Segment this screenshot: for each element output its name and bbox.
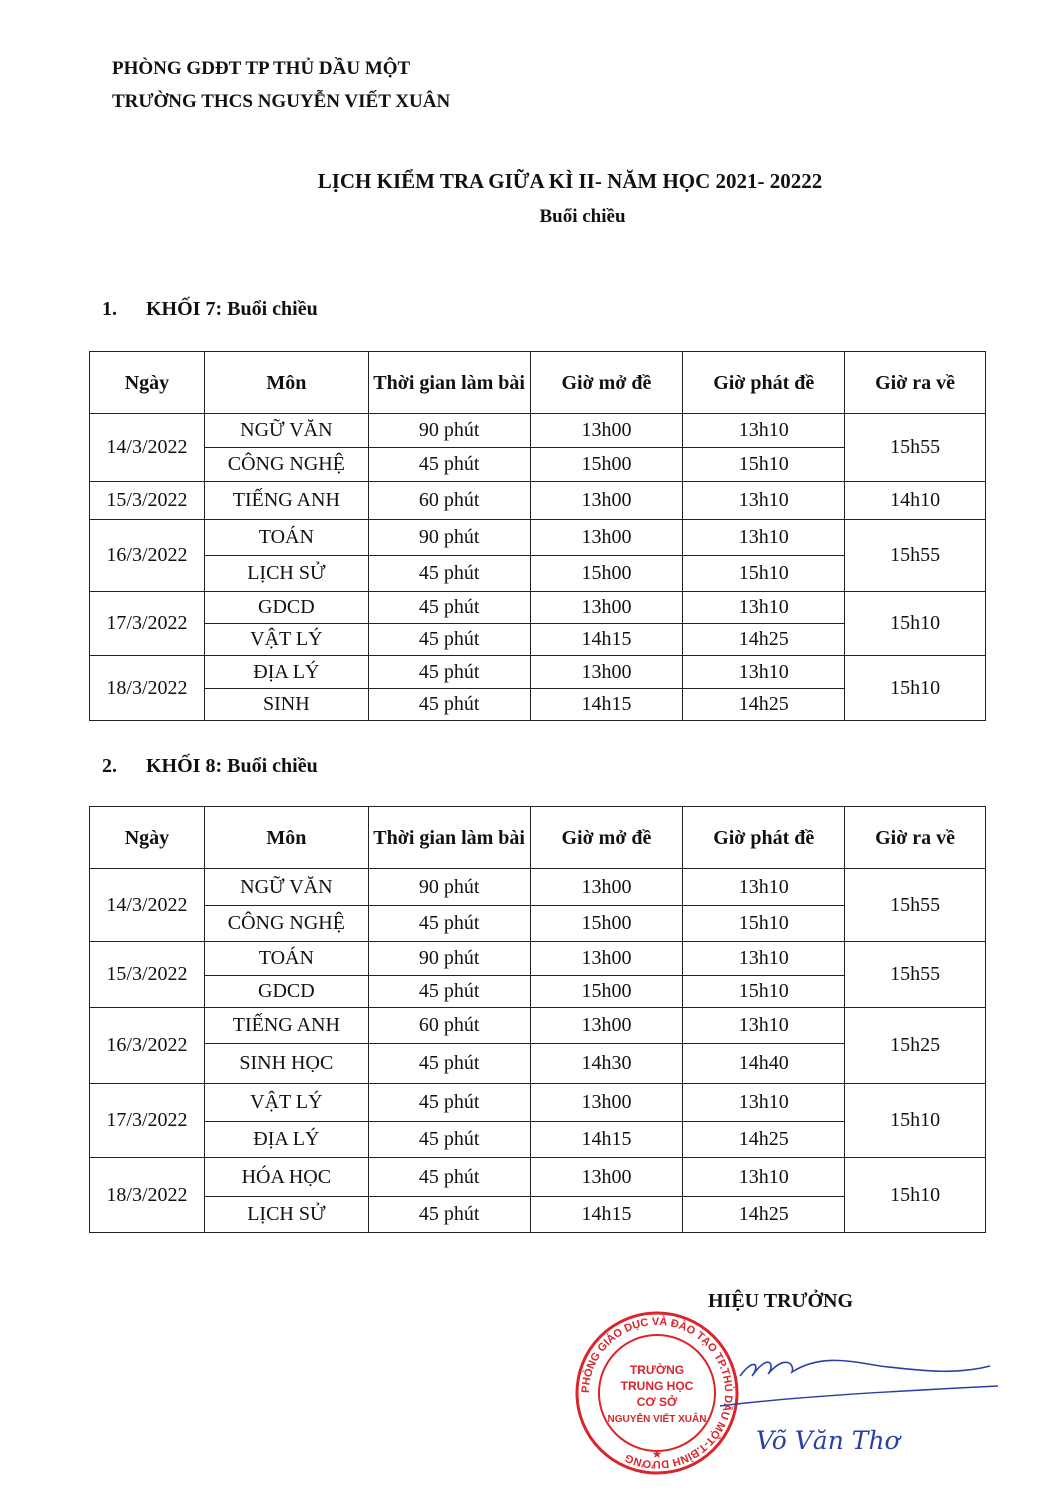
header-date: Ngày — [90, 352, 205, 414]
end-time-cell: 15h10 — [845, 1084, 986, 1158]
duration-cell: 45 phút — [368, 592, 530, 624]
stamp-line-3: CƠ SỞ — [636, 1395, 678, 1409]
open-time-cell: 15h00 — [530, 556, 683, 592]
duration-cell: 60 phút — [368, 482, 530, 520]
table-row — [90, 656, 986, 689]
open-time-cell: 14h15 — [530, 1197, 683, 1233]
distribute-time-cell: 13h10 — [683, 1084, 845, 1122]
date-cell: 17/3/2022 — [90, 1084, 205, 1158]
open-time-cell: 13h00 — [530, 656, 683, 689]
header-end-time: Giờ ra về — [845, 807, 986, 869]
open-time-cell: 13h00 — [530, 482, 683, 520]
open-time-cell: 13h00 — [530, 520, 683, 556]
open-time-cell: 14h15 — [530, 1122, 683, 1158]
distribute-time-cell: 14h25 — [683, 1122, 845, 1158]
date-cell: 14/3/2022 — [90, 869, 205, 942]
open-time-cell: 14h30 — [530, 1044, 683, 1084]
school-name: TRƯỜNG THCS NGUYỄN VIẾT XUÂN — [112, 91, 451, 112]
end-time-cell: 15h55 — [845, 414, 986, 482]
end-time-cell: 15h10 — [845, 1158, 986, 1233]
distribute-time-cell: 13h10 — [683, 869, 845, 906]
table-header-row — [90, 352, 986, 414]
section-title: KHỐI 7: Buổi chiều — [146, 298, 318, 320]
date-cell: 17/3/2022 — [90, 592, 205, 656]
subject-cell: ĐỊA LÝ — [204, 656, 368, 689]
duration-cell: 45 phút — [368, 1044, 530, 1084]
header-open-time: Giờ mở đề — [530, 807, 683, 869]
distribute-time-cell: 14h25 — [683, 624, 845, 656]
section-2-heading — [102, 755, 318, 778]
open-time-cell: 13h00 — [530, 1158, 683, 1197]
distribute-time-cell: 13h10 — [683, 942, 845, 976]
open-time-cell: 15h00 — [530, 448, 683, 482]
subject-cell: GDCD — [204, 592, 368, 624]
distribute-time-cell: 13h10 — [683, 1158, 845, 1197]
signer-name: Võ Văn Thơ — [756, 1426, 900, 1455]
end-time-cell: 15h55 — [845, 869, 986, 942]
schedule-table-grade-7 — [89, 351, 986, 721]
date-cell: 18/3/2022 — [90, 656, 205, 721]
signature-title: HIỆU TRƯỞNG — [708, 1290, 854, 1312]
subject-cell: TOÁN — [204, 942, 368, 976]
open-time-cell: 13h00 — [530, 1008, 683, 1044]
subject-cell: ĐỊA LÝ — [204, 1122, 368, 1158]
duration-cell: 45 phút — [368, 1122, 530, 1158]
open-time-cell: 15h00 — [530, 906, 683, 942]
distribute-time-cell: 13h10 — [683, 482, 845, 520]
distribute-time-cell: 13h10 — [683, 414, 845, 448]
distribute-time-cell: 15h10 — [683, 976, 845, 1008]
subject-cell: GDCD — [204, 976, 368, 1008]
end-time-cell: 15h10 — [845, 656, 986, 721]
open-time-cell: 13h00 — [530, 414, 683, 448]
duration-cell: 45 phút — [368, 976, 530, 1008]
date-cell: 18/3/2022 — [90, 1158, 205, 1233]
section-1-heading — [102, 298, 318, 321]
end-time-cell: 15h25 — [845, 1008, 986, 1084]
section-number: 1. — [102, 298, 117, 320]
subject-cell: NGỮ VĂN — [204, 414, 368, 448]
open-time-cell: 13h00 — [530, 1084, 683, 1122]
subject-cell: VẬT LÝ — [204, 624, 368, 656]
open-time-cell: 15h00 — [530, 976, 683, 1008]
duration-cell: 90 phút — [368, 414, 530, 448]
table-row — [90, 482, 986, 520]
duration-cell: 60 phút — [368, 1008, 530, 1044]
subject-cell: CÔNG NGHỆ — [204, 448, 368, 482]
table-row — [90, 1008, 986, 1044]
open-time-cell: 14h15 — [530, 624, 683, 656]
open-time-cell: 13h00 — [530, 592, 683, 624]
open-time-cell: 13h00 — [530, 942, 683, 976]
distribute-time-cell: 14h25 — [683, 1197, 845, 1233]
date-cell: 15/3/2022 — [90, 942, 205, 1008]
subject-cell: LỊCH SỬ — [204, 556, 368, 592]
date-cell: 16/3/2022 — [90, 520, 205, 592]
distribute-time-cell: 13h10 — [683, 520, 845, 556]
open-time-cell: 13h00 — [530, 869, 683, 906]
header-subject: Môn — [204, 352, 368, 414]
duration-cell: 45 phút — [368, 1084, 530, 1122]
page-title: LỊCH KIỂM TRA GIỮA KÌ II- NĂM HỌC 2021- 20222 — [317, 169, 823, 193]
stamp-inner-ring — [599, 1335, 715, 1451]
subject-cell: LỊCH SỬ — [204, 1197, 368, 1233]
header-date: Ngày — [90, 807, 205, 869]
distribute-time-cell: 15h10 — [683, 906, 845, 942]
section-number: 2. — [102, 755, 117, 777]
table-row — [90, 869, 986, 906]
distribute-time-cell: 13h10 — [683, 1008, 845, 1044]
star-icon: ★ — [651, 1447, 663, 1461]
subject-cell: TIẾNG ANH — [204, 1008, 368, 1044]
page-subtitle: Buổi chiều — [539, 206, 626, 227]
table-row — [90, 414, 986, 448]
stamp-line-1: TRƯỜNG — [629, 1363, 685, 1377]
duration-cell: 90 phút — [368, 942, 530, 976]
distribute-time-cell: 14h40 — [683, 1044, 845, 1084]
table-row — [90, 520, 986, 556]
end-time-cell: 15h55 — [845, 520, 986, 592]
schedule-table-grade-8 — [89, 806, 986, 1233]
distribute-time-cell: 13h10 — [683, 656, 845, 689]
subject-cell: SINH HỌC — [204, 1044, 368, 1084]
duration-cell: 90 phút — [368, 520, 530, 556]
date-cell: 15/3/2022 — [90, 482, 205, 520]
duration-cell: 45 phút — [368, 448, 530, 482]
table-row — [90, 1158, 986, 1197]
header-end-time: Giờ ra về — [845, 352, 986, 414]
header-duration: Thời gian làm bài — [368, 807, 530, 869]
stamp-line-2: TRUNG HỌC — [620, 1379, 694, 1393]
duration-cell: 45 phút — [368, 1197, 530, 1233]
table-row — [90, 942, 986, 976]
distribute-time-cell: 15h10 — [683, 448, 845, 482]
distribute-time-cell: 13h10 — [683, 592, 845, 624]
distribute-time-cell: 14h25 — [683, 689, 845, 721]
table-row — [90, 1084, 986, 1122]
subject-cell: VẬT LÝ — [204, 1084, 368, 1122]
subject-cell: TIẾNG ANH — [204, 482, 368, 520]
distribute-time-cell: 15h10 — [683, 556, 845, 592]
end-time-cell: 15h10 — [845, 592, 986, 656]
date-cell: 16/3/2022 — [90, 1008, 205, 1084]
stamp-ring-text: PHÒNG GIÁO DỤC VÀ ĐÀO TẠO TP.THỦ DẦU MỘT-T.BÌNH DƯƠNG — [579, 1315, 735, 1471]
duration-cell: 90 phút — [368, 869, 530, 906]
header-subject: Môn — [204, 807, 368, 869]
duration-cell: 45 phút — [368, 906, 530, 942]
subject-cell: CÔNG NGHỆ — [204, 906, 368, 942]
duration-cell: 45 phút — [368, 689, 530, 721]
subject-cell: HÓA HỌC — [204, 1158, 368, 1197]
header-open-time: Giờ mở đề — [530, 352, 683, 414]
end-time-cell: 14h10 — [845, 482, 986, 520]
subject-cell: SINH — [204, 689, 368, 721]
table-header-row — [90, 807, 986, 869]
duration-cell: 45 phút — [368, 556, 530, 592]
header-distribute-time: Giờ phát đề — [683, 807, 845, 869]
subject-cell: TOÁN — [204, 520, 368, 556]
duration-cell: 45 phút — [368, 656, 530, 689]
subject-cell: NGỮ VĂN — [204, 869, 368, 906]
header-distribute-time: Giờ phát đề — [683, 352, 845, 414]
section-title: KHỐI 8: Buổi chiều — [146, 755, 318, 777]
end-time-cell: 15h55 — [845, 942, 986, 1008]
stamp-line-4: NGUYỄN VIẾT XUÂN — [607, 1414, 707, 1425]
header-duration: Thời gian làm bài — [368, 352, 530, 414]
table-row — [90, 592, 986, 624]
date-cell: 14/3/2022 — [90, 414, 205, 482]
signature-scribble — [700, 1336, 1000, 1416]
duration-cell: 45 phút — [368, 1158, 530, 1197]
open-time-cell: 14h15 — [530, 689, 683, 721]
duration-cell: 45 phút — [368, 624, 530, 656]
department-name: PHÒNG GDĐT TP THỦ DẦU MỘT — [112, 58, 411, 79]
